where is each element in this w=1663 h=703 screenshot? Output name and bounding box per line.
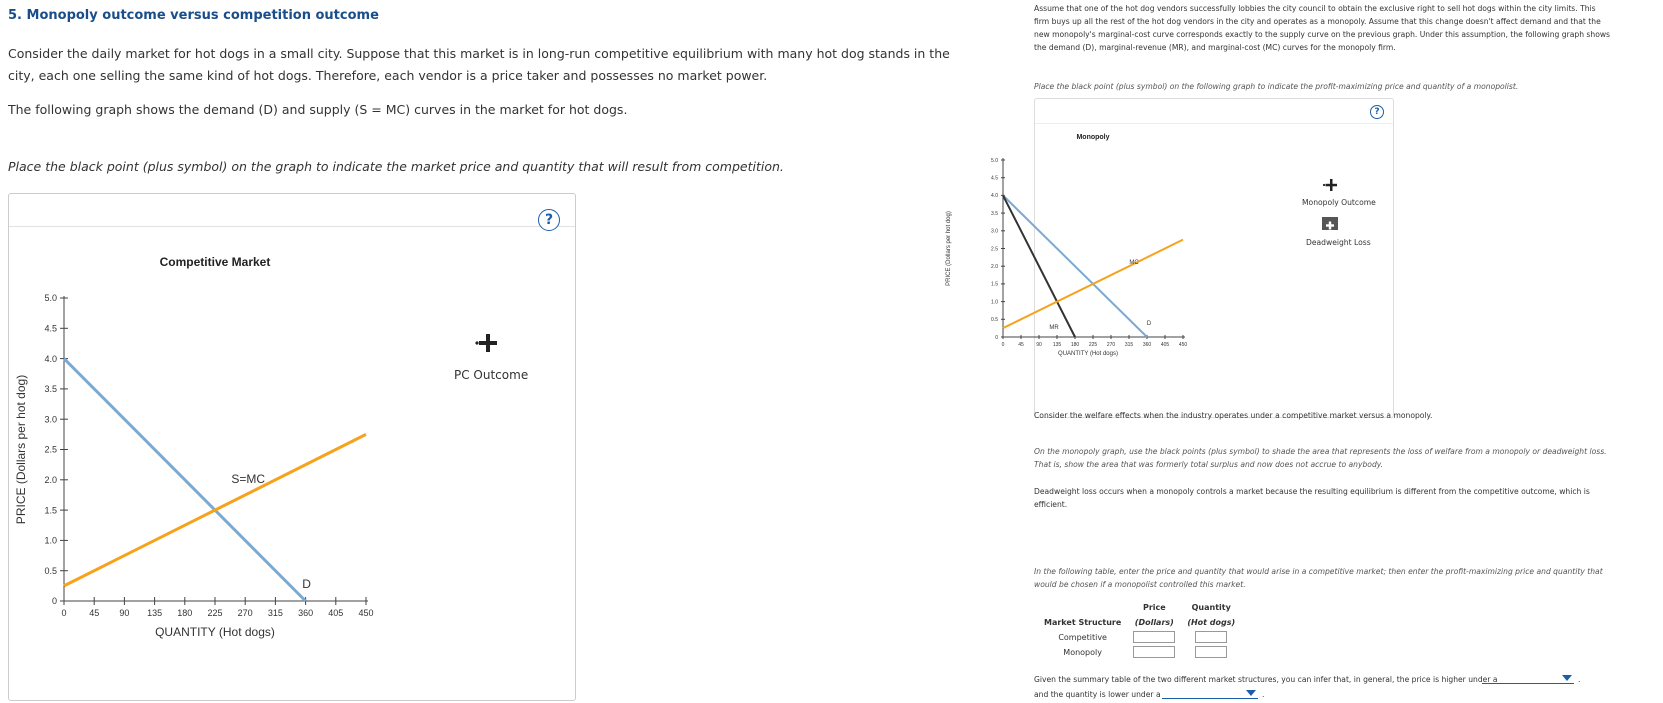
x-tick-label: 45 bbox=[89, 608, 100, 618]
y-tick-label: 0.5 bbox=[44, 565, 57, 576]
competitive-instruction: Place the black point (plus symbol) on the graph to indicate the market price and quantity that will result from competition. bbox=[8, 159, 784, 174]
y-tick-label: 1.0 bbox=[991, 299, 998, 306]
x-tick-label: 180 bbox=[177, 608, 193, 618]
y-tick-label: 0 bbox=[995, 334, 998, 341]
x-tick-label: 270 bbox=[237, 608, 253, 618]
series-line-d bbox=[64, 359, 306, 601]
curve-label-smc: S=MC bbox=[231, 471, 266, 486]
deadweight-loss-tool[interactable] bbox=[1322, 217, 1338, 230]
y-tick-label: 2.5 bbox=[44, 444, 57, 455]
curve-label-d: D bbox=[302, 577, 311, 591]
series-line-d bbox=[1003, 195, 1147, 337]
x-axis-label: QUANTITY (Hot dogs) bbox=[155, 625, 275, 639]
y-tick-label: 0.5 bbox=[991, 317, 998, 324]
plus-point-icon[interactable] bbox=[1320, 178, 1340, 194]
intro-paragraph bbox=[8, 43, 950, 87]
price-header: Price bbox=[1142, 603, 1166, 612]
price-higher-dropdown[interactable] bbox=[1482, 673, 1574, 684]
summary-line-1: Given the summary table of the two different market structures, you can infer that, in general, the price is higher under a bbox=[1034, 675, 1498, 684]
monopoly-outcome-label: Monopoly Outcome bbox=[1302, 198, 1376, 207]
question-title: 5. Monopoly outcome versus competition outcome bbox=[8, 8, 379, 23]
dwl-definition bbox=[1034, 485, 1590, 511]
y-tick-label: 1.5 bbox=[44, 505, 57, 516]
y-tick-label: 4.5 bbox=[44, 323, 57, 334]
x-tick-label: 90 bbox=[1036, 342, 1042, 348]
quantity-unit: (Hot dogs) bbox=[1187, 618, 1236, 627]
curve-label-mc: MC bbox=[1129, 259, 1139, 266]
y-tick-label: 2.5 bbox=[991, 246, 998, 253]
panel-toolbar bbox=[9, 194, 575, 227]
summary-period: . bbox=[1578, 675, 1581, 684]
chevron-down-icon bbox=[1562, 675, 1572, 681]
dwl-instruction-line-2: That is, show the area that was formerly total surplus and now does not accrue to anybody. bbox=[1034, 460, 1384, 469]
y-tick-label: 1.5 bbox=[991, 281, 998, 288]
dwl-definition-line-2: efficient. bbox=[1034, 500, 1068, 509]
series-line-mc bbox=[1003, 240, 1183, 329]
competitive-market-graph[interactable] bbox=[0, 255, 590, 690]
y-axis-label: PRICE (Dollars per hot dog) bbox=[946, 211, 952, 286]
x-tick-label: 360 bbox=[1142, 342, 1152, 348]
monopoly-quantity-input[interactable] bbox=[1195, 646, 1227, 658]
x-tick-label: 315 bbox=[267, 608, 283, 618]
monopoly-instruction: Place the black point (plus symbol) on the following graph to indicate the profit-maximizing price and quantity of a monopolist. bbox=[1034, 82, 1519, 91]
y-tick-label: 4.0 bbox=[991, 193, 998, 200]
chevron-down-icon bbox=[1246, 690, 1256, 696]
competitive-price-input[interactable] bbox=[1133, 631, 1175, 643]
monopoly-price-input[interactable] bbox=[1133, 646, 1175, 658]
y-tick-label: 3.5 bbox=[44, 384, 57, 395]
x-tick-label: 360 bbox=[298, 608, 314, 618]
table-instruction-line-1: In the following table, enter the price and quantity that would arise in a competitive market; then enter the profit-maximizing price and quantity that bbox=[1034, 567, 1603, 576]
competitive-quantity-input[interactable] bbox=[1195, 631, 1227, 643]
y-tick-label: 4.0 bbox=[44, 353, 57, 364]
y-tick-label: 2.0 bbox=[991, 263, 998, 270]
y-tick-label: 5.0 bbox=[44, 293, 57, 304]
monopoly-intro-line-2: firm buys up all the rest of the hot dog vendors in the city and operates as a monopoly. Assume that this change doesn't affect demand and that the bbox=[1034, 17, 1601, 26]
table-instruction-line-2: would be chosen if a monopolist controlled this market. bbox=[1034, 580, 1246, 589]
x-tick-label: 45 bbox=[1018, 342, 1024, 348]
x-tick-label: 405 bbox=[328, 608, 344, 618]
y-tick-label: 5.0 bbox=[991, 157, 998, 164]
curve-label-d: D bbox=[1146, 321, 1152, 327]
price-unit: (Dollars) bbox=[1134, 618, 1174, 627]
x-tick-label: 450 bbox=[1178, 342, 1188, 348]
monopoly-outcome-tool[interactable] bbox=[1320, 178, 1340, 194]
graph-description: The following graph shows the demand (D) and supply (S = MC) curves in the market for hot dogs. bbox=[8, 102, 628, 117]
welfare-text: Consider the welfare effects when the industry operates under a competitive market versus a monopoly. bbox=[1034, 411, 1433, 420]
market-structure-header: Market Structure bbox=[1044, 618, 1122, 627]
series-line-mr bbox=[1003, 195, 1075, 337]
x-tick-label: 0 bbox=[61, 608, 67, 618]
row-label-monopoly: Monopoly bbox=[1063, 648, 1102, 657]
dwl-instruction-line-1: On the monopoly graph, use the black points (plus symbol) to shade the area that represents the loss of welfare from a monopoly or deadweight loss. bbox=[1034, 447, 1607, 456]
y-axis-label: PRICE (Dollars per hot dog) bbox=[14, 374, 28, 525]
row-label-competitive: Competitive bbox=[1058, 633, 1107, 642]
pc-outcome-tool[interactable] bbox=[470, 332, 498, 356]
x-tick-label: 90 bbox=[119, 608, 130, 618]
dwl-instruction bbox=[1034, 445, 1607, 471]
monopoly-graph[interactable] bbox=[946, 134, 1270, 395]
monopoly-intro-line-4: the demand (D), marginal-revenue (MR), and marginal-cost (MC) curves for the monopoly firm. bbox=[1034, 43, 1396, 52]
x-axis-label: QUANTITY (Hot dogs) bbox=[1058, 351, 1118, 357]
deadweight-loss-label: Deadweight Loss bbox=[1306, 238, 1371, 247]
y-tick-label: 4.5 bbox=[991, 175, 998, 182]
market-structure-table bbox=[1038, 600, 1241, 660]
x-tick-label: 135 bbox=[1052, 342, 1062, 348]
y-tick-label: 3.0 bbox=[991, 228, 998, 235]
y-tick-label: 2.0 bbox=[44, 474, 57, 485]
dwl-definition-line-1: Deadweight loss occurs when a monopoly controls a market because the resulting equilibrium is different from the competitive outcome, which is bbox=[1034, 487, 1590, 496]
series-line-smc bbox=[64, 434, 366, 585]
monopoly-intro-line-3: new monopoly's marginal-cost curve corresponds exactly to the supply curve on the previous graph. Under this assumption, the following graph shows bbox=[1034, 30, 1611, 39]
pc-outcome-label: PC Outcome bbox=[454, 368, 529, 382]
x-tick-label: 225 bbox=[207, 608, 223, 618]
monopoly-help-button[interactable]: ? bbox=[1370, 105, 1384, 119]
curve-label-mr: MR bbox=[1049, 325, 1059, 331]
y-tick-label: 3.5 bbox=[991, 210, 998, 217]
x-tick-label: 135 bbox=[147, 608, 163, 618]
x-tick-label: 405 bbox=[1160, 342, 1170, 348]
plus-point-icon[interactable] bbox=[470, 332, 498, 356]
x-tick-label: 225 bbox=[1088, 342, 1098, 348]
chart-title: Monopoly bbox=[1076, 134, 1110, 141]
y-tick-label: 3.0 bbox=[44, 414, 57, 425]
x-tick-label: 180 bbox=[1070, 342, 1080, 348]
plus-icon bbox=[1322, 219, 1338, 232]
quantity-lower-dropdown[interactable] bbox=[1162, 688, 1258, 699]
monopoly-intro-line-1: Assume that one of the hot dog vendors successfully lobbies the city council to obtain the exclusive right to sell hot dogs within the city limits. This bbox=[1034, 4, 1596, 13]
monopoly-panel-toolbar bbox=[1035, 99, 1393, 124]
monopoly-intro bbox=[1034, 2, 1610, 54]
x-tick-label: 0 bbox=[1001, 342, 1005, 348]
x-tick-label: 270 bbox=[1106, 342, 1116, 348]
intro-line-1: Consider the daily market for hot dogs in a small city. Suppose that this market is in long-run competitive equilibrium with many hot dog stands in the bbox=[8, 46, 950, 61]
table-instruction bbox=[1034, 565, 1603, 591]
help-button[interactable]: ? bbox=[538, 209, 560, 231]
summary-line-2: and the quantity is lower under a bbox=[1034, 690, 1161, 699]
x-tick-label: 450 bbox=[358, 608, 374, 618]
x-tick-label: 315 bbox=[1124, 342, 1134, 348]
intro-line-2: city, each one selling the same kind of hot dogs. Therefore, each vendor is a price taker and possesses no market power. bbox=[8, 68, 768, 83]
chart-title: Competitive Market bbox=[159, 255, 271, 269]
quantity-header: Quantity bbox=[1191, 603, 1231, 612]
y-tick-label: 0 bbox=[51, 596, 57, 607]
table-header-structure-blank bbox=[1038, 600, 1127, 615]
summary-period-2: . bbox=[1262, 690, 1265, 699]
y-tick-label: 1.0 bbox=[44, 535, 57, 546]
